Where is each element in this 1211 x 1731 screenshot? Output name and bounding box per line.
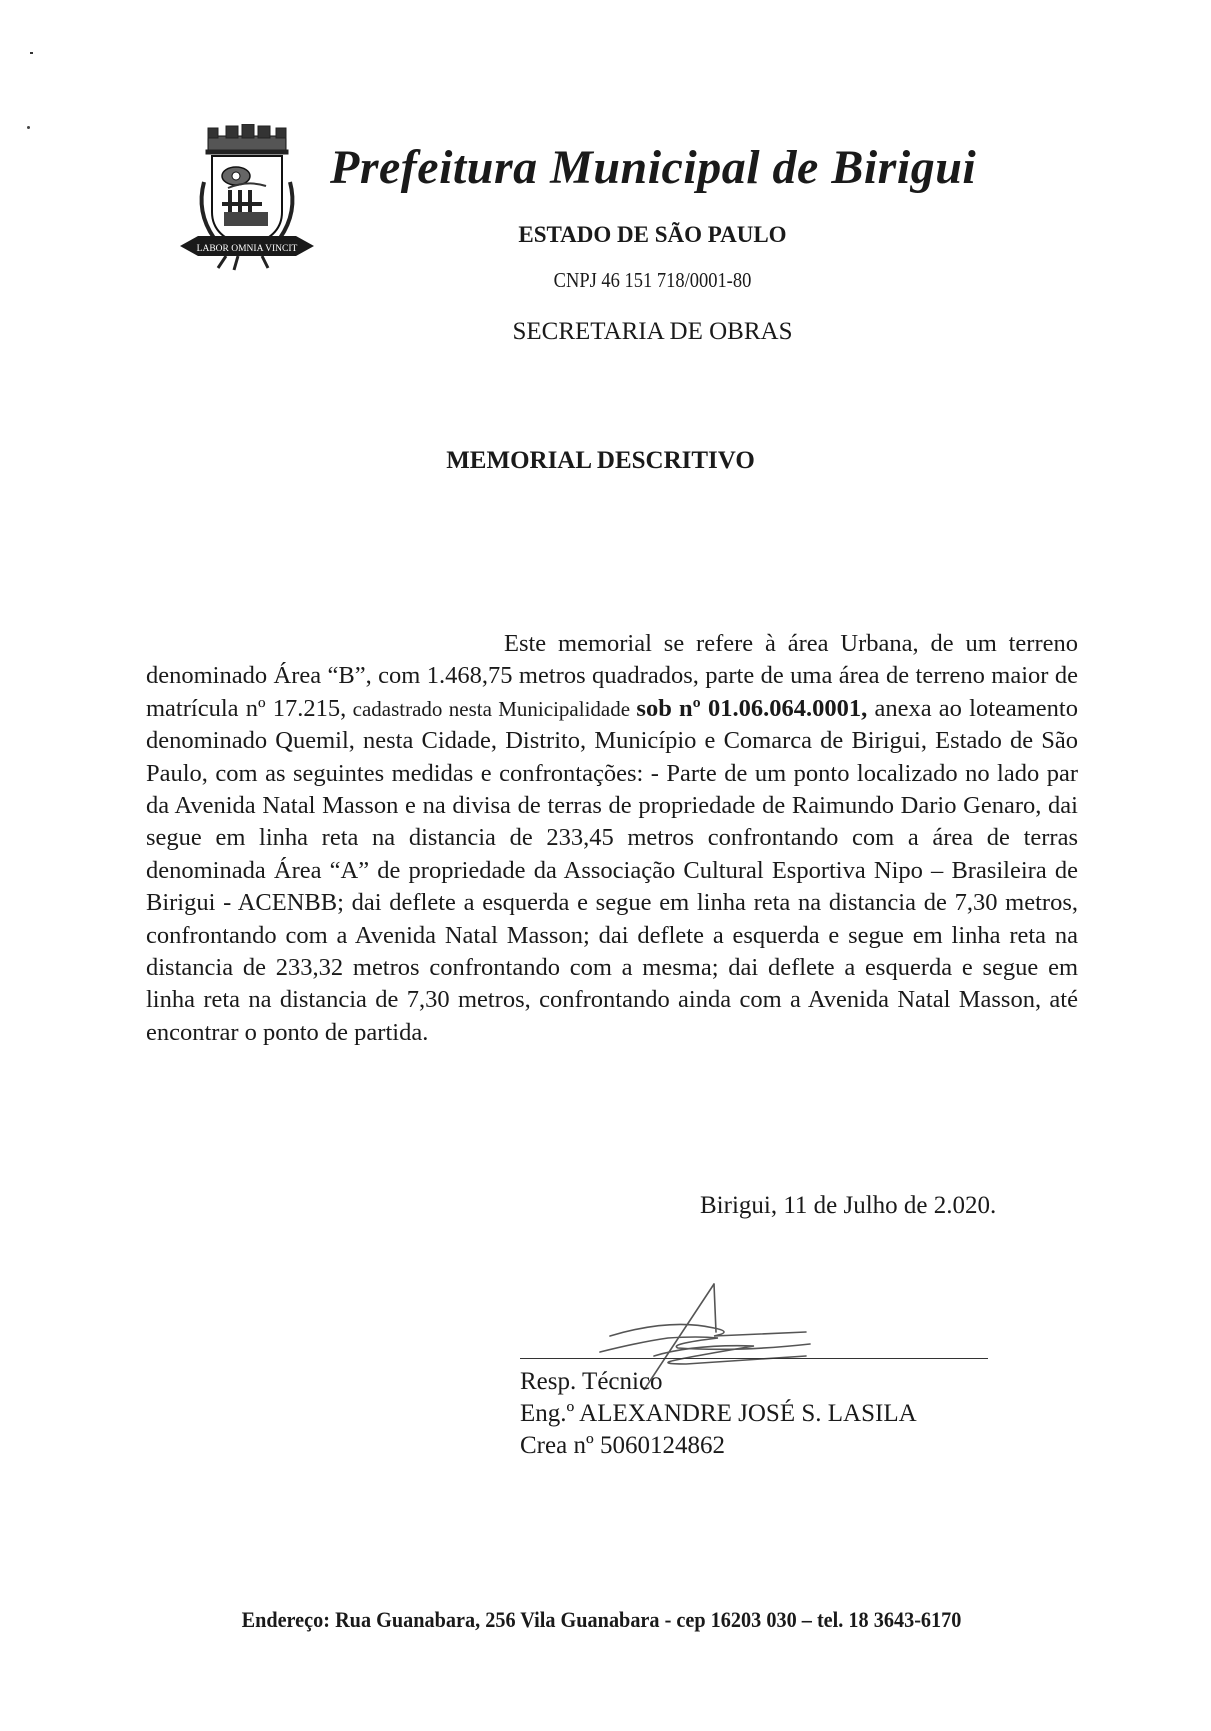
cnpj-number: CNPJ 46 151 718/0001-80	[553, 268, 752, 292]
municipal-crest-icon	[178, 124, 316, 274]
signatory-role: Resp. Técnico	[520, 1368, 663, 1395]
signatory-block	[520, 1366, 917, 1462]
department-name: SECRETARIA DE OBRAS	[512, 318, 793, 345]
date-line: Birigui, 11 de Julho de 2.020.	[700, 1192, 997, 1219]
organization-name: Prefeitura Municipal de Birigui	[330, 141, 977, 194]
signatory-registration: Crea nº 5060124862	[520, 1432, 725, 1459]
scan-speck	[30, 52, 33, 54]
memorial-body	[146, 628, 1078, 1049]
state-name: ESTADO DE SÃO PAULO	[518, 222, 787, 247]
registration-number: sob nº 01.06.064.0001,	[636, 694, 868, 722]
body-text-part: Este memorial se refere à área Urbana, de um terreno denominado Área “B”, com 1.468,75 metros quadrados, parte de uma área de terreno maior de matrícula nº 17.215,	[146, 630, 1078, 722]
footer-address: Endereço: Rua Guanabara, 256 Vila Guanabara - cep 16203 030 – tel. 18 3643-6170	[241, 1607, 962, 1632]
body-text-part: cadastrado nesta Municipalidade	[346, 696, 637, 721]
signatory-name: Eng.º ALEXANDRE JOSÉ S. LASILA	[520, 1400, 917, 1427]
crest-motto: LABOR OMNIA VINCIT	[196, 244, 298, 254]
scan-speck	[27, 126, 30, 129]
body-text-part: anexa ao loteamento denominado Quemil, nesta Cidade, Distrito, Município e Comarca de Birigui, Estado de São Paulo, com as seguintes medidas e confrontações: - Parte de um ponto localizado no lado par da Avenida Natal Masson e na divisa de terras de propriedade de Raimundo Dario Genaro, dai segue em linha reta na distancia de 233,45 metros confrontando com a área de terras denominada Área “A” de propriedade da Associação Cultural Esportiva Nipo – Brasileira de Birigui - ACENBB; dai deflete a esquerda e segue em linha reta na distancia de 7,30 metros, confrontando com a Avenida Natal Masson; dai deflete a esquerda e segue em linha reta na distancia de 233,32 metros confrontando com a mesma; dai deflete a esquerda e segue em linha reta na distancia de 7,30 metros, confrontando ainda com a Avenida Natal Masson, até encontrar o ponto de partida.	[146, 694, 1078, 1046]
document-title: MEMORIAL DESCRITIVO	[446, 447, 755, 474]
signature-line	[520, 1358, 988, 1359]
